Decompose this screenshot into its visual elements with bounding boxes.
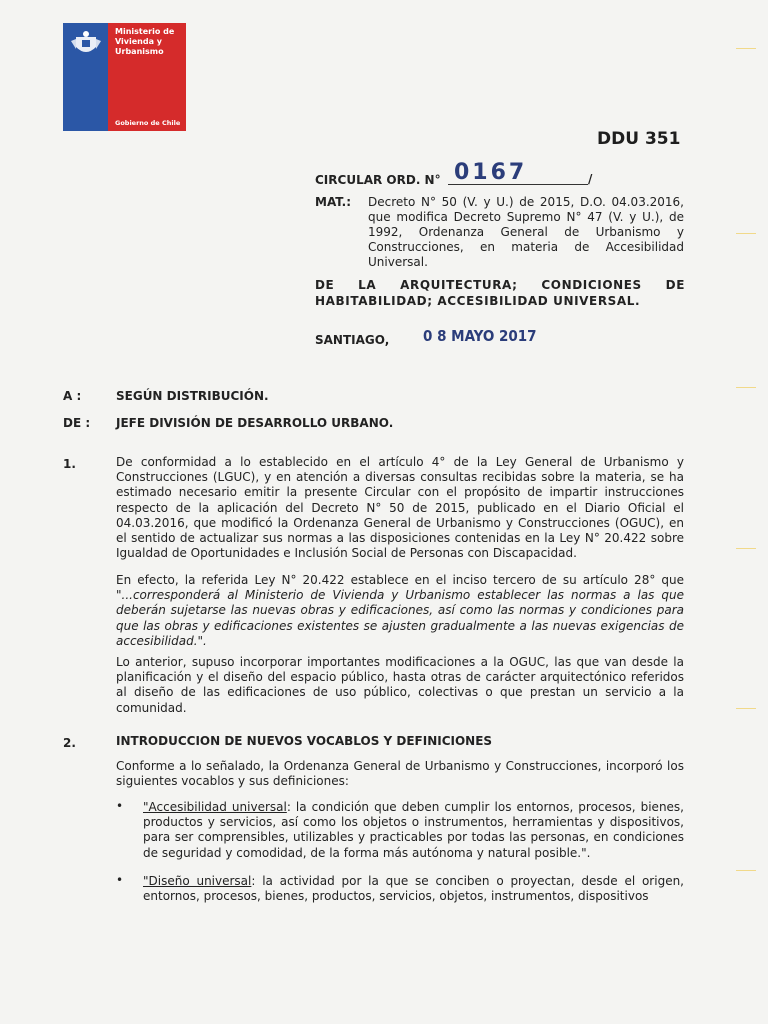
edge-mark [736, 48, 756, 49]
circular-underline [448, 184, 588, 185]
definition-diseno-universal [143, 874, 684, 904]
from-text: JEFE DIVISIÓN DE DESARROLLO URBANO. [116, 416, 394, 430]
to-label: A : [63, 389, 82, 403]
section-1-paragraph-1: De conformidad a lo establecido en el artículo 4° de la Ley General de Urbanismo y Construcciones (LGUC), y en atención a diversas consultas recibidas sobre la materia, se ha estimado necesario emitir la presente Circular con el propósito de impartir instrucciones respecto de la aplicación del Decreto N° 50 de 2015, publicado en el Diario Oficial el 04.03.2016, que modificó la Ordenanza General de Urbanismo y Construcciones (OGUC), en el sentido de actualizar sus normas a las disposiciones contenidas en la Ley N° 20.422 sobre Igualdad de Oportunidades e Inclusión Social de Personas con Discapacidad. [116, 455, 684, 561]
edge-mark [736, 870, 756, 871]
mat-label: MAT.: [315, 195, 352, 209]
edge-mark [736, 387, 756, 388]
mat-text: Decreto N° 50 (V. y U.) de 2015, D.O. 04.03.2016, que modifica Decreto Supremo N° 47 (V. y U.), de 1992, Ordenanza General de Urbanismo y Construcciones, en materia de Accesibilidad Universal. [368, 195, 684, 269]
definition-text: : la actividad por la que se conciben o proyectan, desde el origen, entornos, procesos, bienes, productos, servicios, objetos, instrumentos, dispositivos [143, 874, 684, 904]
law-quote: "...corresponderá al Ministerio de Vivienda y Urbanismo establecer las normas a las que deberán sujetarse las nuevas obras y edificaciones, así como las normas y condiciones para que las obras y edificaciones existentes se ajusten gradualmente a las nuevas exigencias de accesibilidad.". [116, 588, 684, 648]
to-text: SEGÚN DISTRIBUCIÓN. [116, 389, 269, 403]
topic-heading: DE LA ARQUITECTURA; CONDICIONES DE HABITABILIDAD; ACCESIBILIDAD UNIVERSAL. [315, 278, 685, 308]
term-diseno-universal: "Diseño universal [143, 874, 252, 888]
date-stamp: 0 8 MAYO 2017 [423, 327, 537, 345]
ministry-name: Ministerio de Vivienda y Urbanismo [115, 27, 175, 56]
logo-blue-band [63, 23, 108, 131]
bullet-symbol: • [116, 799, 124, 813]
bullet-symbol: • [116, 873, 124, 887]
definition-text: : la condición que deben cumplir los entornos, procesos, bienes, productos y servicios, así como los objetos o instrumentos, herramientas y dispositivos, para ser comprensibles, utilizables y practicables por todas las personas, en condiciones de seguridad y comodidad, de la forma más autónoma y natural posible.". [143, 800, 684, 860]
section-1-paragraph-2 [116, 573, 684, 649]
definition-accesibilidad-universal [143, 800, 684, 861]
section-1-number: 1. [63, 457, 76, 471]
paragraph-2-intro: En efecto, la referida Ley N° 20.422 establece en el inciso tercero de su artículo 28° que [116, 573, 684, 587]
edge-mark [736, 708, 756, 709]
circular-number-stamp: 0167 [454, 160, 528, 185]
circular-slash: / [588, 172, 593, 186]
edge-mark [736, 233, 756, 234]
document-code: DDU 351 [597, 129, 681, 149]
section-2-intro: Conforme a lo señalado, la Ordenanza General de Urbanismo y Construcciones, incorporó los siguientes vocablos y sus definiciones: [116, 759, 684, 789]
section-2-heading: INTRODUCCION DE NUEVOS VOCABLOS Y DEFINICIONES [116, 734, 493, 748]
edge-mark [736, 548, 756, 549]
coat-of-arms-icon [69, 29, 103, 59]
term-accesibilidad-universal: "Accesibilidad universal [143, 800, 287, 814]
ministry-logo [63, 23, 186, 131]
government-name: Gobierno de Chile [115, 119, 181, 127]
place-label: SANTIAGO, [315, 333, 390, 347]
from-label: DE : [63, 416, 91, 430]
section-1-paragraph-3: Lo anterior, supuso incorporar importantes modificaciones a la OGUC, las que van desde la planificación y el diseño del espacio público, hasta otras de carácter arquitectónico referidos al diseño de las edificaciones de uso público, colectivas o que prestan un servicio a la comunidad. [116, 655, 684, 715]
circular-label: CIRCULAR ORD. N° [315, 173, 441, 187]
section-2-number: 2. [63, 736, 76, 750]
